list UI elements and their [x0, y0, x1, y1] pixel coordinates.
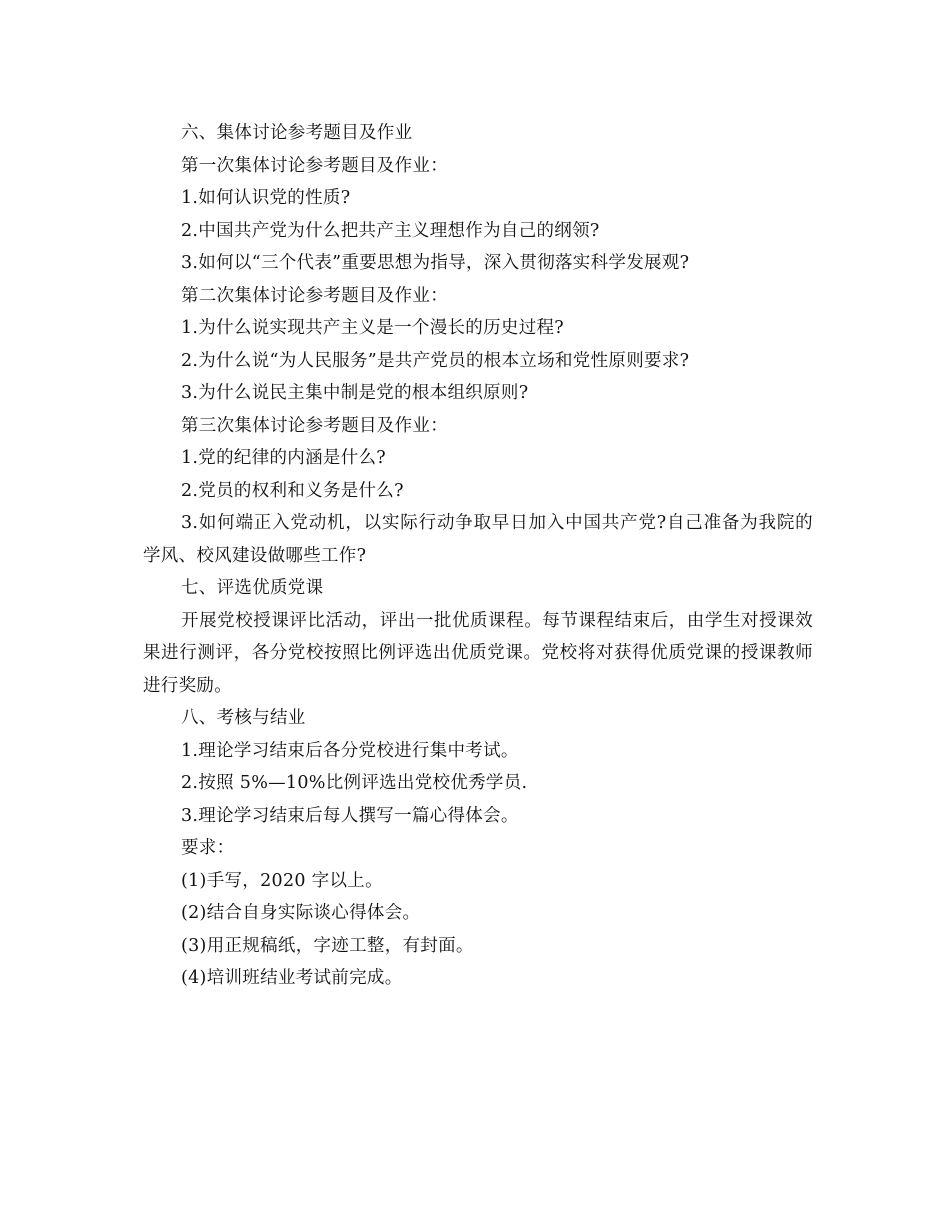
assessment-item-1: 1.理论学习结束后各分党校进行集中考试。: [181, 740, 519, 761]
discussion-1-item-2: 2.中国共产党为什么把共产主义理想作为自己的纲领?: [181, 220, 600, 241]
discussion-3-item-3: 3.如何端正入党动机，以实际行动争取早日加入中国共产党?自己准备为我院的学风、校风建设做哪些工作?: [143, 513, 813, 566]
discussion-3-item-2: 2.党员的权利和义务是什么?: [181, 480, 404, 501]
discussion-2-item-2: 2.为什么说“为人民服务”是共产党员的根本立场和党性原则要求?: [181, 350, 690, 371]
discussion-1-item-3: 3.如何以“三个代表”重要思想为指导，深入贯彻落实科学发展观?: [181, 253, 690, 273]
discussion-3-title: 第三次集体讨论参考题目及作业：: [181, 415, 448, 436]
section-heading-7: 七、评选优质党课: [181, 578, 324, 598]
requirement-item-2: (2)结合自身实际谈心得体会。: [181, 903, 421, 923]
discussion-2-title: 第二次集体讨论参考题目及作业：: [181, 285, 448, 306]
assessment-item-3: 3.理论学习结束后每人撰写一篇心得体会。: [181, 805, 519, 826]
section-7-paragraph: 开展党校授课评比活动，评出一批优质课程。每节课程结束后，由学生对授课效果进行测评，各分党校按照比例评选出优质党课。党校将对获得优质党课的授课教师进行奖励。: [143, 610, 813, 696]
requirement-item-4: (4)培训班结业考试前完成。: [181, 968, 403, 988]
assessment-item-2: 2.按照 5%—10%比例评选出党校优秀学员.: [181, 773, 528, 793]
discussion-1-item-1: 1.如何认识党的性质?: [181, 188, 351, 208]
discussion-3-item-1: 1.党的纪律的内涵是什么?: [181, 448, 386, 468]
discussion-1-title: 第一次集体讨论参考题目及作业：: [181, 155, 448, 176]
section-heading-6: 六、集体讨论参考题目及作业: [181, 123, 413, 143]
section-heading-8: 八、考核与结业: [181, 708, 306, 728]
document-body: [143, 117, 813, 995]
discussion-2-item-1: 1.为什么说实现共产主义是一个漫长的历史过程?: [181, 318, 564, 338]
requirement-item-1: (1)手写，2020 字以上。: [181, 870, 383, 891]
discussion-2-item-3: 3.为什么说民主集中制是党的根本组织原则?: [181, 383, 529, 403]
requirements-label: 要求：: [181, 838, 235, 858]
requirement-item-3: (3)用正规稿纸，字迹工整，有封面。: [181, 935, 474, 956]
